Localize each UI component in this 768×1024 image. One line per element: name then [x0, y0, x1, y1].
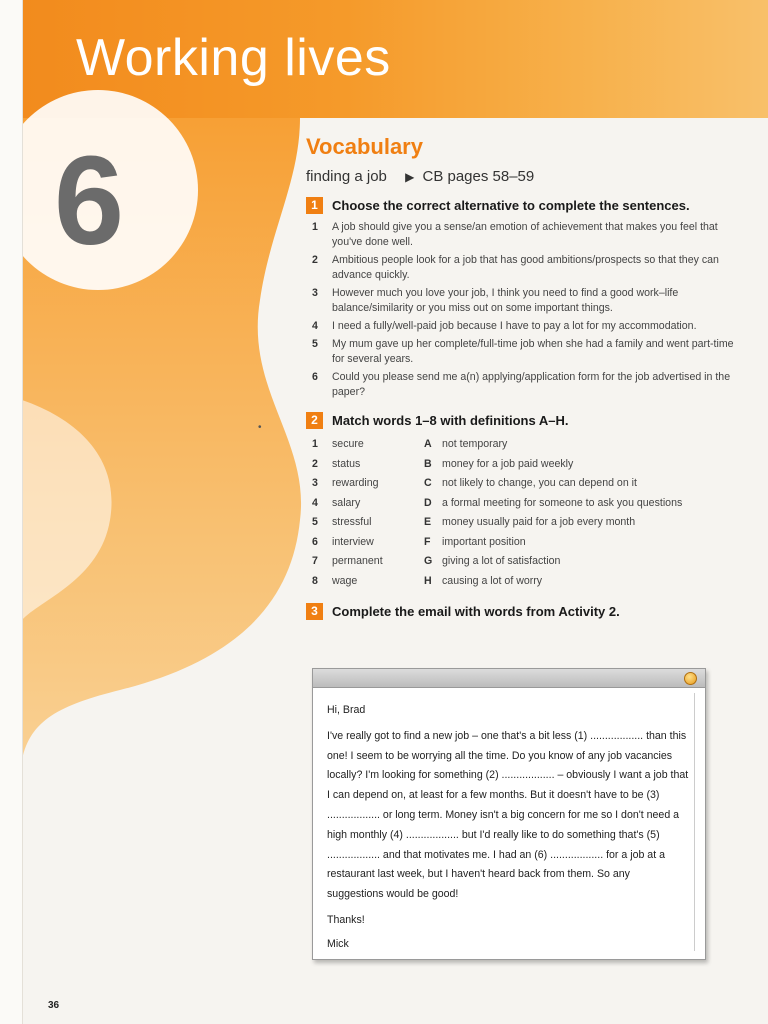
table-row: 3 rewarding C not likely to change, you can depend on it	[312, 477, 637, 489]
list-item: 5 My mum gave up her complete/full-time job when she had a family and went part-time for several years.	[312, 338, 734, 365]
section-title: Vocabulary	[306, 134, 423, 159]
coursebook-reference: CB pages 58–59	[422, 168, 535, 185]
activity-number-badge: 3	[306, 603, 323, 620]
table-row: 6 interview F important position	[312, 535, 526, 548]
email-message: I've really got to find a new job – one that's a bit less (1) .................. than this one! I seem to be worrying all the time. Do you know of any job vacancies locally? I'm looking for something (2) .................. – obviously I want a job that I can depend on, at least for a few months. But it doesn't have to be (3) .................. or long term. Money isn't a big concern for me so I don't need a high monthly (4) .................. but I'd really like to do something that's (5) .................. and that motivates me. I had an (6) .................. for a job at a restaurant last week, but I haven't heard back from them. So any suggestions would be good!	[327, 729, 689, 901]
email-body	[327, 701, 689, 955]
matching-table	[306, 435, 746, 591]
activity-instruction: Match words 1–8 with definitions A–H.	[332, 413, 569, 428]
email-signature: Mick	[327, 937, 349, 950]
activity-1-sentences	[306, 220, 746, 400]
email-closing: Thanks!	[327, 913, 365, 926]
activity-number-badge: 2	[306, 412, 323, 429]
list-item: 1 A job should give you a sense/an emotion of achievement that makes you feel that you've done well.	[312, 221, 718, 248]
email-greeting: Hi, Brad	[327, 704, 366, 716]
email-scrollbar	[694, 693, 701, 951]
activity-instruction: Complete the email with words from Activity 2.	[332, 604, 620, 619]
page-gutter	[0, 0, 23, 1024]
main-content	[306, 134, 746, 626]
list-item: 4 I need a fully/well-paid job because I have to pay a lot for my accommodation.	[312, 320, 697, 332]
table-row: 4 salary D a formal meeting for someone to ask you questions	[312, 496, 683, 509]
activity-instruction: Choose the correct alternative to complete the sentences.	[332, 198, 690, 213]
table-row: 1 secure A not temporary	[312, 438, 508, 450]
stray-mark: •	[258, 422, 262, 433]
page-number: 36	[48, 1000, 60, 1011]
table-row: 2 status B money for a job paid weekly	[312, 457, 574, 470]
right-triangle-icon: ▶	[405, 170, 415, 184]
activity-2-heading	[306, 412, 746, 429]
section-subtitle	[306, 168, 746, 185]
activity-number-badge: 1	[306, 197, 323, 214]
activity-1-heading	[306, 197, 746, 214]
email-title-bar	[313, 669, 705, 688]
subtitle-text: finding a job	[306, 168, 387, 185]
email-window	[312, 668, 706, 960]
list-item: 3 However much you love your job, I think you need to find a good work–life balance/similarity or you miss out on some important things.	[312, 287, 679, 314]
unit-number: 6	[54, 130, 125, 271]
table-row: 5 stressful E money usually paid for a job every month	[312, 516, 636, 528]
list-item: 6 Could you please send me a(n) applying/application form for the job advertised in the paper?	[312, 371, 731, 398]
table-row: 8 wage H causing a lot of worry	[312, 574, 543, 587]
unit-title: Working lives	[76, 29, 391, 87]
window-button-icon	[684, 672, 697, 685]
table-row: 7 permanent G giving a lot of satisfaction	[312, 555, 561, 567]
activity-3-heading	[306, 603, 746, 620]
list-item: 2 Ambitious people look for a job that has good ambitions/prospects so that they can advance quickly.	[312, 254, 719, 281]
